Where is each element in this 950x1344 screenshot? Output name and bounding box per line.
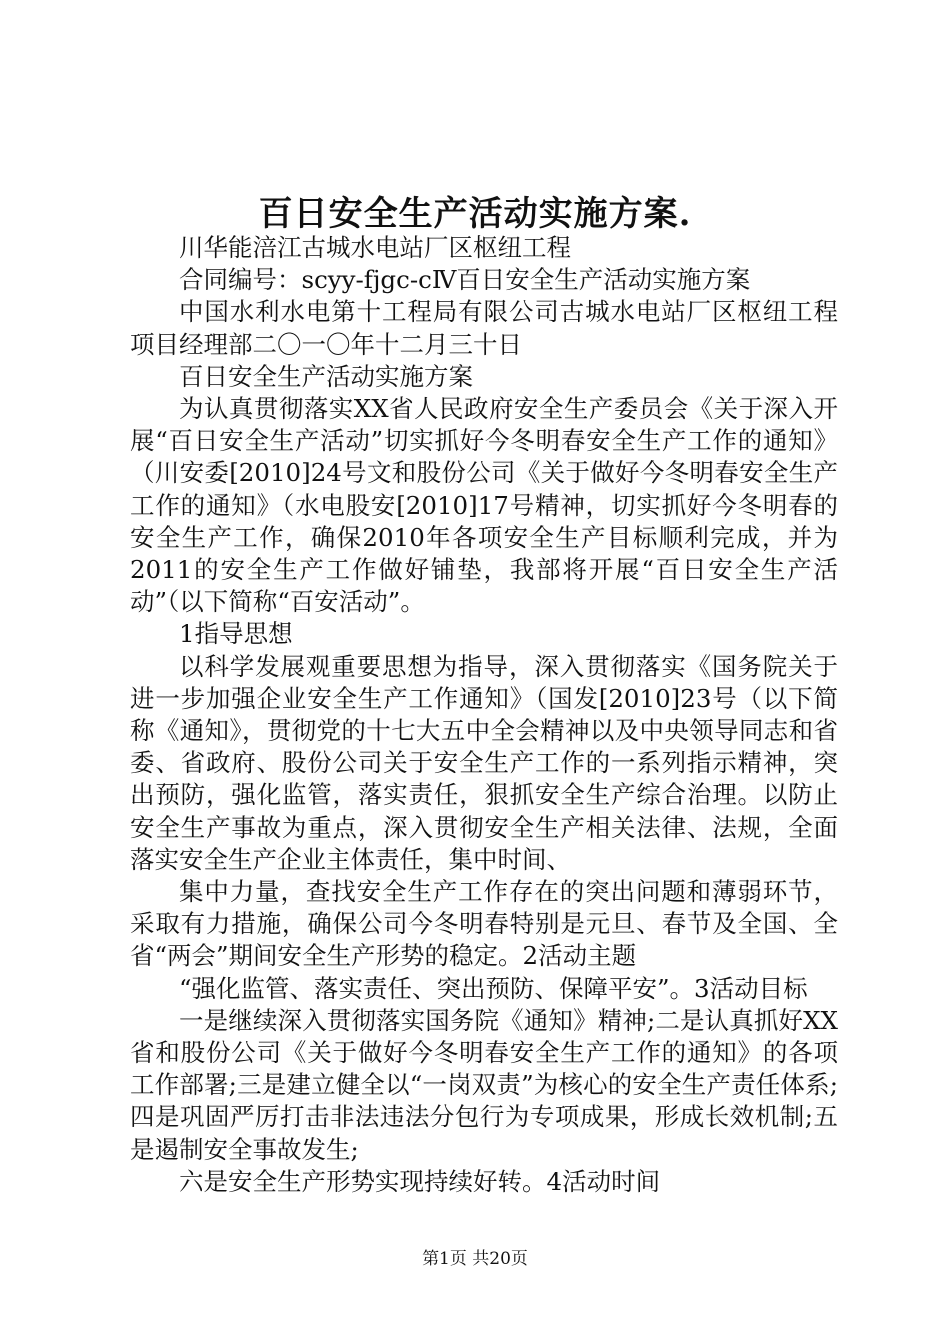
document-title: 百日安全生产活动实施方案. xyxy=(258,194,692,234)
paragraph-organization-date: 中国水利水电第十工程局有限公司古城水电站厂区枢纽工程项目经理部二〇一〇年十二月三十日 xyxy=(130,297,838,359)
document-body xyxy=(130,232,838,1198)
paragraph-activity-time: 六是安全生产形势实现持续好转。4活动时间 xyxy=(179,1166,661,1196)
paragraph-introduction: 为认真贯彻落实XX省人民政府安全生产委员会《关于深入开展“百日安全生产活动”切实抓好今冬明春安全生产工作的通知》（川安委[2010]24号文和股份公司《关于做好今冬明春安全生产工作的通知》（水电股安[2010]17号精神，切实抓好今冬明春的安全生产工作，确保2010年各项安全生产目标顺利完成，并为2011的安全生产工作做好铺垫，我部将开展“百日安全生产活动”（以下简称“百安活动”。 xyxy=(130,394,838,617)
paragraph-activity-goals: 一是继续深入贯彻落实国务院《通知》精神;二是认真抓好XX省和股份公司《关于做好今冬明春安全生产工作的通知》的各项工作部署;三是建立健全以“一岗双责”为核心的安全生产责任体系;四是巩固严厉打击非法违法分包行为专项成果，形成长效机制;五是遏制安全事故发生; xyxy=(130,1005,838,1164)
paragraph-contract-number: 合同编号：scyy-fjgc-cⅣ百日安全生产活动实施方案 xyxy=(179,265,751,295)
paragraph-activity-theme: “强化监管、落实责任、突出预防、保障平安”。3活动目标 xyxy=(179,973,808,1003)
paragraph-plan-heading: 百日安全生产活动实施方案 xyxy=(179,361,473,391)
paragraph-project-name: 川华能涪江古城水电站厂区枢纽工程 xyxy=(179,233,571,262)
section-heading-guiding-ideology: 1指导思想 xyxy=(179,619,293,649)
page-footer: 第1页 共20页 xyxy=(422,1249,528,1269)
paragraph-concentrate-forces: 集中力量，查找安全生产工作存在的突出问题和薄弱环节，采取有力措施，确保公司今冬明春特别是元旦、春节及全国、全省“两会”期间安全生产形势的稳定。2活动主题 xyxy=(130,877,838,971)
paragraph-guiding-ideology: 以科学发展观重要思想为指导，深入贯彻落实《国务院关于进一步加强企业安全生产工作通知》（国发[2010]23号（以下简称《通知》，贯彻党的十七大五中全会精神以及中央领导同志和省委、省政府、股份公司关于安全生产工作的一系列指示精神，突出预防，强化监管，落实责任，狠抓安全生产综合治理。以防止安全生产事故为重点，深入贯彻安全生产相关法律、法规，全面落实安全生产企业主体责任，集中时间、 xyxy=(130,651,838,874)
